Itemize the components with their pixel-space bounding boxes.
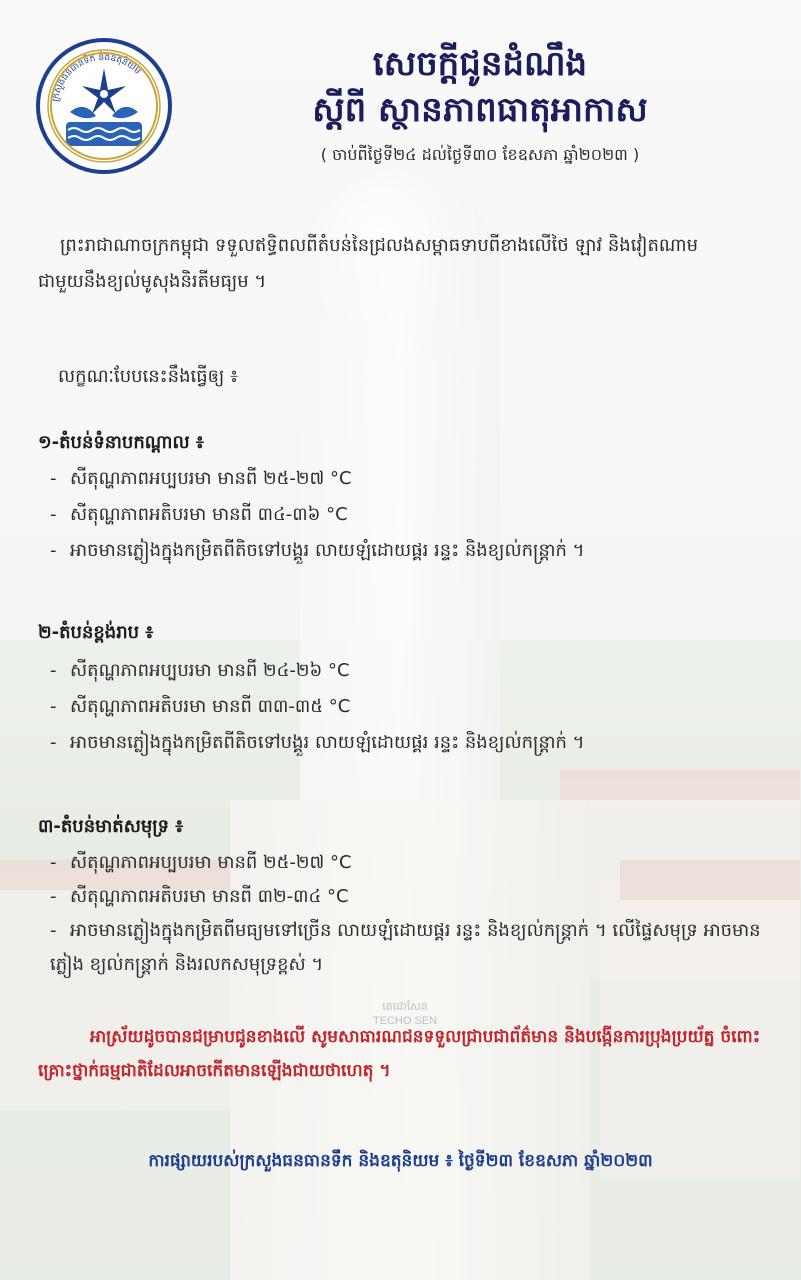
list-item: - អាចមានភ្លៀងក្នុងកម្រិតពីមធ្យមទៅច្រើន លាយឡំដោយផ្គរ រន្ទះ និងខ្យល់កន្ត្រាក់ ។ លើផ្ទៃសមុទ្រ អាចមានភ្លៀង ខ្យល់កន្ត្រាក់ និងរលកសមុទ្រខ្ពស់ ។	[50, 920, 761, 975]
list-item: - អាចមានភ្លៀងក្នុងកម្រិតពីតិចទៅបង្គួរ លាយឡំដោយផ្គរ រន្ទះ និងខ្យល់កន្ត្រាក់ ។	[50, 540, 585, 561]
list-item: - សីតុណ្ហភាពអប្បបរមា មានពី ២៥-២៧ °C	[50, 852, 352, 873]
region-heading: ៣-តំបន់មាត់សមុទ្រ ៖	[38, 816, 184, 837]
date-range: ( ចាប់ពីថ្ងៃទី២៤ ដល់ថ្ងៃទី៣០ ខែឧសភា ឆ្នាំ២០២៣ )	[320, 145, 640, 164]
page-title: សេចក្តីជូនដំណឹង	[372, 44, 588, 84]
list-item: - សីតុណ្ហភាពអតិបរមា មានពី ៣២-៣៤ °C	[50, 886, 349, 907]
lead-sentence: លក្ខណៈបែបនេះនឹងធ្វើឲ្យ ៖	[58, 366, 239, 387]
publication-footer: ការផ្សាយរបស់ក្រសួងធនធានទឹក និងឧតុនិយម ៖ ថ្ងៃទី២៣ ខែឧសភា ឆ្នាំ២០២៣	[148, 1151, 653, 1171]
region-heading: ១-តំបន់ទំនាបកណ្តាល ៖	[38, 432, 204, 453]
warning-notice: អាស្រ័យដូចបានជម្រាបជូនខាងលើ សូមសាធារណជនទទួលជ្រាបជាព័ត៌មាន និងបង្កើនការប្រុងប្រយ័ត្ន ចំពោះគ្រោះថ្នាក់ធម្មជាតិដែលអាចកើតមានឡើងជាយថាហេតុ ។	[38, 1027, 761, 1081]
svg-text:ក្រសួងធនធានទឹក និងឧតុនិយម: ក្រសួងធនធានទឹក និងឧតុនិយម	[51, 52, 143, 103]
tower-sign: តេជោសែន TECHO SEN	[372, 1000, 438, 1027]
ministry-logo	[36, 38, 172, 174]
list-item: - សីតុណ្ហភាពអប្បបរមា មានពី ២៤-២៦ °C	[50, 660, 350, 681]
list-item: - អាចមានភ្លៀងក្នុងកម្រិតពីតិចទៅបង្គួរ លាយឡំដោយផ្គរ រន្ទះ និងខ្យល់កន្ត្រាក់ ។	[50, 732, 585, 753]
list-item: - សីតុណ្ហភាពអប្បបរមា មានពី ២៥-២៧ °C	[50, 468, 352, 489]
list-item: - សីតុណ្ហភាពអតិបរមា មានពី ៣៤-៣៦ °C	[50, 504, 348, 525]
region-heading: ២-តំបន់ខ្ពង់រាប ៖	[38, 622, 154, 643]
intro-paragraph: ព្រះរាជាណាចក្រកម្ពុជា ទទួលឥទ្ធិពលពីតំបន់នៃជ្រលងសម្ពាធទាបពីខាងលើថៃ ឡាវ និងវៀតណាម ជាមួយនឹងខ្យល់មូសុងនិរតីមធ្យម ។	[38, 235, 699, 292]
list-item: - សីតុណ្ហភាពអតិបរមា មានពី ៣៣-៣៥ °C	[50, 696, 351, 717]
page-subtitle-heading: ស្តីពី ស្ថានភាពធាតុអាកាស	[312, 90, 648, 130]
